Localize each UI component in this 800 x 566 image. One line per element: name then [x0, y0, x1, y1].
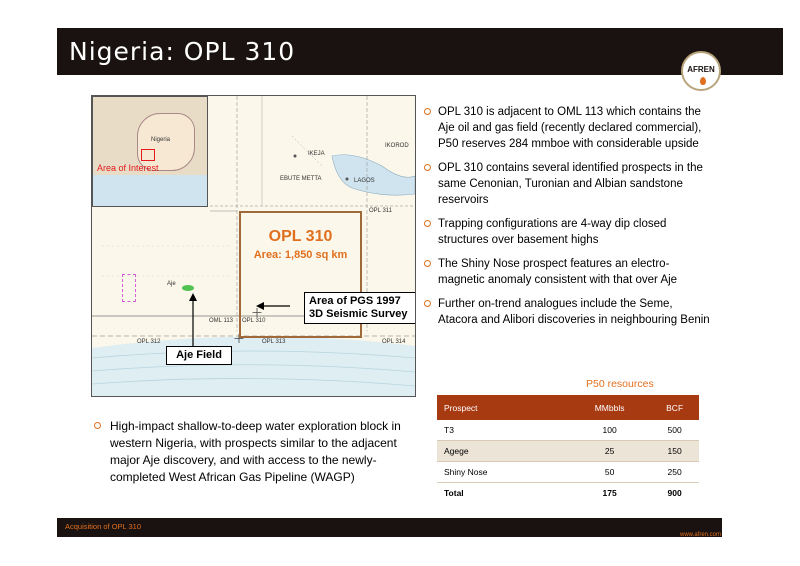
header-prospect: Prospect [437, 395, 569, 420]
bullet-icon [94, 422, 101, 429]
ikeja-label: IKEJA [308, 151, 325, 157]
logo-text: AFREN [687, 65, 715, 74]
aje-field-callout: Aje Field [166, 346, 232, 365]
inset-country-label: Nigeria [151, 137, 171, 143]
cell-bcf: 150 [650, 441, 699, 462]
oml113-label: OML 113 [209, 318, 234, 324]
key-points [424, 104, 714, 336]
cell-bcf: 250 [650, 462, 699, 483]
bullet-item: OPL 310 is adjacent to OML 113 which contains the Aje oil and gas field (recently declared commercial), P50 reserves 284 mmboe with considerable upside [424, 104, 714, 152]
pgs-survey-callout: Area of PGS 1997 3D Seismic Survey [304, 292, 416, 324]
area-of-interest-marker [141, 149, 155, 161]
bullet-item: High-impact shallow-to-deep water exploration block in western Nigeria, with prospects similar to the adjacent major Aje discovery, and with access to the newly-completed West African Gas Pipeline (WAGP) [94, 418, 424, 486]
cell-prospect: T3 [437, 420, 569, 441]
bullet-icon [424, 164, 431, 171]
bullet-item: Further on-trend analogues include the Seme, Atacora and Alibori discoveries in neighbouring Benin [424, 296, 714, 328]
ikorodu-label: IKOROD [385, 143, 409, 149]
total-mmbbls: 175 [569, 483, 650, 504]
bullet-item: Trapping configurations are 4-way dip closed structures over basement highs [424, 216, 714, 248]
table-header-row [437, 395, 699, 420]
website-link[interactable]: www.afren.com [680, 532, 722, 538]
oil-drop-icon [700, 77, 706, 85]
block-map [91, 95, 416, 397]
opl310-small-label: OPL 310 [242, 318, 266, 324]
opl310-area: Area: 1,850 sq km [253, 249, 348, 261]
aje-map-label: Aje [167, 281, 176, 287]
lagos-label: LAGOS [354, 178, 375, 184]
survey-area-outline [122, 274, 136, 302]
bullet-icon [424, 220, 431, 227]
location-inset-map [92, 96, 208, 207]
cell-bcf: 500 [650, 420, 699, 441]
title-bar [57, 28, 783, 75]
total-bcf: 900 [650, 483, 699, 504]
ebute-metta-label: EBUTE METTA [280, 176, 322, 182]
resources-title: P50 resources [586, 378, 654, 390]
area-of-interest-label: Area of Interest [97, 163, 159, 173]
resources-table [437, 395, 699, 503]
header-mmbbls: MMbbls [569, 395, 650, 420]
footer-caption: Acquisition of OPL 310 [65, 522, 142, 531]
page-number: 21 [711, 520, 720, 529]
cell-prospect: Shiny Nose [437, 462, 569, 483]
footer-bar [57, 518, 722, 537]
total-label: Total [437, 483, 569, 504]
opl313-label: OPL 313 [262, 339, 286, 345]
inset-sea [93, 175, 208, 207]
cell-mmbbls: 100 [569, 420, 650, 441]
table-row [437, 462, 699, 483]
opl314-label: OPL 314 [382, 339, 406, 345]
bullet-icon [424, 108, 431, 115]
summary-point [94, 418, 424, 494]
bullet-item: The Shiny Nose prospect features an electro-magnetic anomaly consistent with that over Aje [424, 256, 714, 288]
table-row [437, 420, 699, 441]
bullet-item: OPL 310 contains several identified prospects in the same Cenonian, Turonian and Albian sandstone reservoirs [424, 160, 714, 208]
bullet-icon [424, 260, 431, 267]
cell-mmbbls: 50 [569, 462, 650, 483]
opl312-label: OPL 312 [137, 339, 161, 345]
table-row [437, 441, 699, 462]
aje-field-outline [182, 285, 194, 291]
cell-mmbbls: 25 [569, 441, 650, 462]
cell-prospect: Agege [437, 441, 569, 462]
bullet-icon [424, 300, 431, 307]
opl310-title: OPL 310 [268, 228, 333, 245]
afren-logo [681, 51, 721, 91]
header-bcf: BCF [650, 395, 699, 420]
page-title: Nigeria: OPL 310 [69, 37, 296, 66]
opl311-label: OPL 311 [369, 208, 393, 214]
table-total-row [437, 483, 699, 504]
